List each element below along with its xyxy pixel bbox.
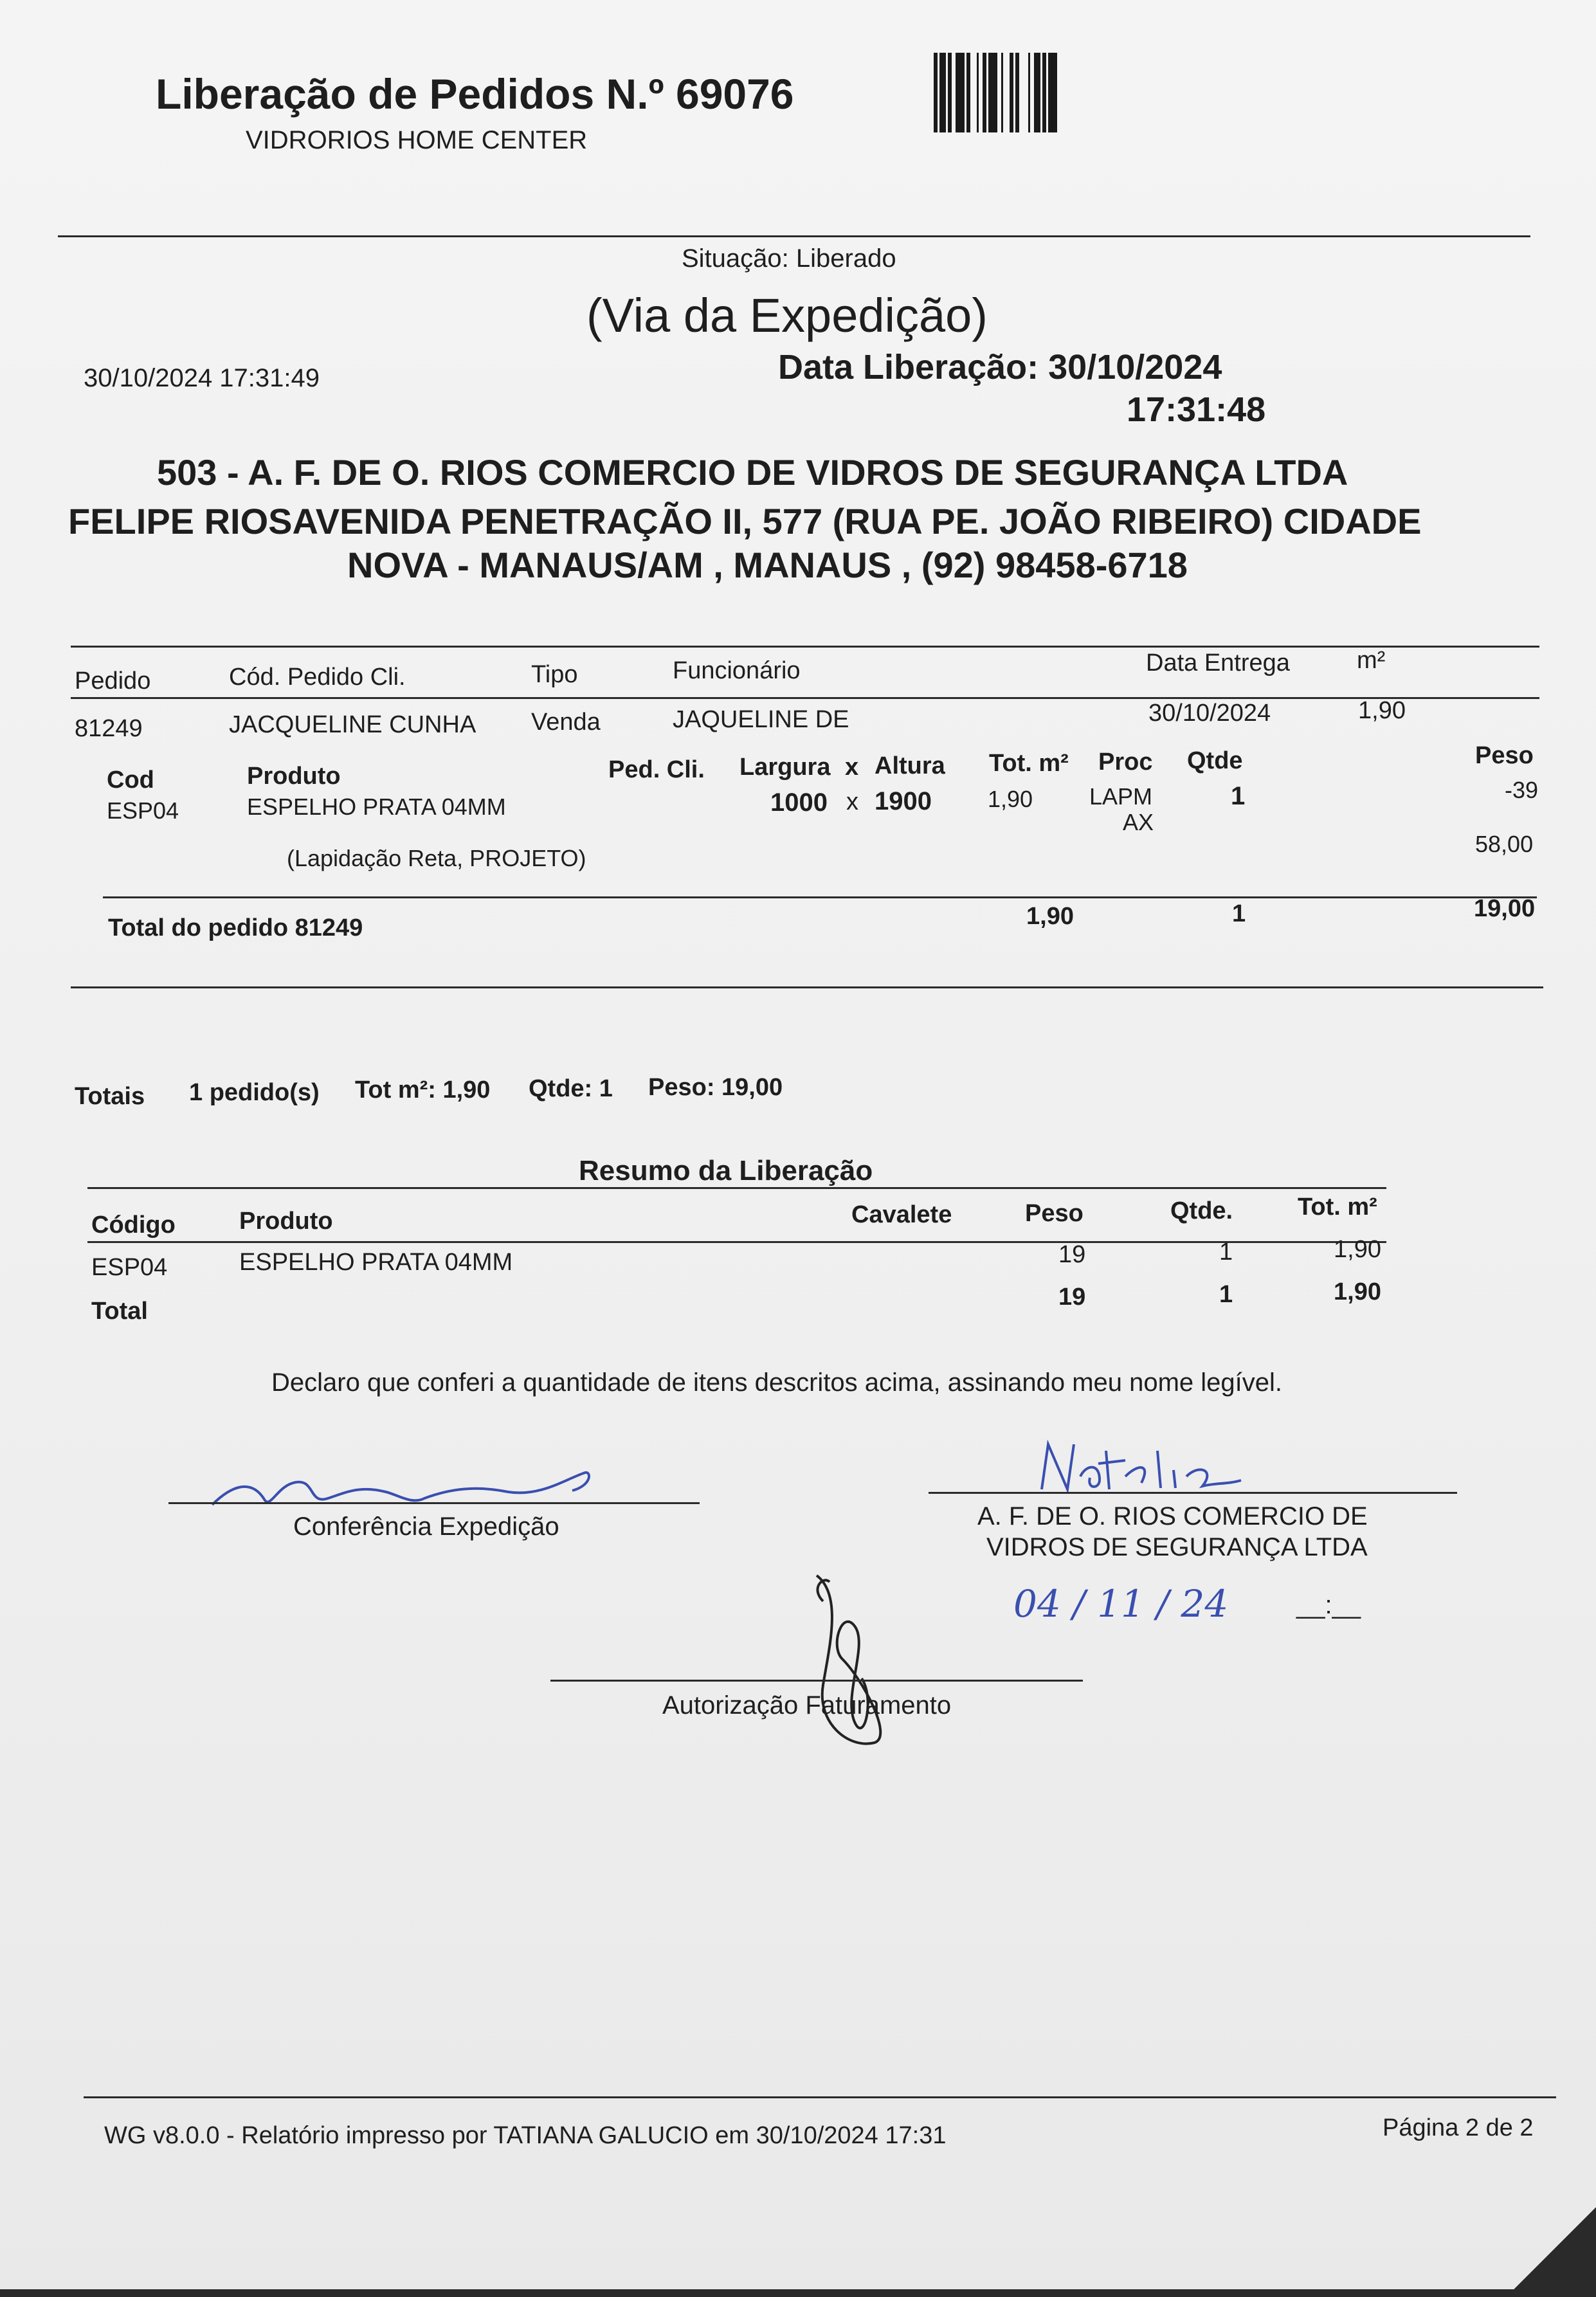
item-col-proc: Proc [1098,749,1153,776]
status-text: Situação: Liberado [682,244,896,273]
barcode-bar [1042,53,1046,132]
item-code: ESP04 [107,797,179,824]
item-proc-line-1: LAPM [1089,783,1153,810]
company-name: VIDRORIOS HOME CENTER [246,126,588,154]
item-proc-line-2: AX [1123,809,1154,835]
item-x: x [846,788,858,815]
handwritten-date: 04 / 11 / 24 [1013,1582,1229,1626]
resumo-total-tot-m2: 1,90 [1334,1278,1381,1305]
col-tipo: Tipo [531,661,578,688]
order-total-label: Total do pedido 81249 [108,914,363,941]
item-col-tot-m2: Tot. m² [989,750,1069,777]
resumo-col-produto: Produto [239,1208,333,1235]
order-table-top-rule [71,646,1539,648]
company-sign-line-1: A. F. DE O. RIOS COMERCIO DE [977,1502,1368,1530]
order-total-rule [103,896,1537,898]
conferencia-signature-line [168,1502,700,1504]
col-m2: m² [1357,647,1386,674]
resumo-title: Resumo da Liberação [579,1155,873,1186]
resumo-row-tot-m2: 1,90 [1334,1236,1381,1263]
footer-rule [84,2096,1556,2098]
item-col-peso: Peso [1475,742,1534,769]
release-date: Data Liberação: 30/10/2024 [778,348,1222,386]
order-m2: 1,90 [1358,697,1406,724]
resumo-col-peso: Peso [1025,1200,1084,1227]
resumo-row-qtde: 1 [1219,1239,1233,1266]
order-table-bottom-rule [71,986,1543,988]
client-order-code: JACQUELINE CUNHA [229,711,476,738]
time-placeholder: __:__ [1296,1591,1361,1619]
barcode-bar [966,53,970,132]
item-altura: 1900 [875,787,932,815]
order-total-m2: 1,90 [1026,903,1074,930]
col-cod-pedido-cli: Cód. Pedido Cli. [229,664,406,691]
release-time: 17:31:48 [1127,390,1266,429]
faturamento-label: Autorização Faturamento [662,1691,952,1720]
client-line-1: 503 - A. F. DE O. RIOS COMERCIO DE VIDROS DE SEGURANÇA LTDA [157,452,1348,493]
barcode-bar [1034,53,1040,132]
order-total-qtde: 1 [1232,900,1246,927]
item-col-altura: Altura [875,752,945,779]
delivery-date: 30/10/2024 [1148,700,1271,727]
page-number: Página 2 de 2 [1383,2114,1534,2141]
order-employee: JAQUELINE DE [673,706,849,733]
barcode-bar [1048,53,1057,132]
resumo-total-peso: 19 [1058,1284,1086,1311]
barcode-bar [939,53,946,132]
barcode-bar [1010,53,1013,132]
resumo-total-qtde: 1 [1219,1281,1233,1308]
resumo-row-produto: ESPELHO PRATA 04MM [239,1249,513,1276]
resumo-header-rule [87,1241,1386,1243]
company-signature [1029,1438,1247,1509]
scan-edge [0,2289,1596,2297]
col-data-entrega: Data Entrega [1146,649,1290,676]
order-total-peso: 19,00 [1474,895,1536,922]
document-title: Liberação de Pedidos N.º 69076 [156,70,794,118]
barcode-bar [983,53,986,132]
totais-pedidos: 1 pedido(s) [189,1079,320,1106]
order-type: Venda [531,709,601,736]
item-tot-m2: 1,90 [988,786,1033,812]
barcode-bar [948,53,952,132]
col-pedido: Pedido [75,667,151,695]
item-col-largura: Largura [739,754,831,781]
item-col-x: x [845,754,859,781]
resumo-top-rule [87,1187,1386,1189]
barcode-bar [1015,53,1019,132]
totais-label: Totais [75,1083,145,1110]
item-col-qtde: Qtde [1187,747,1243,774]
printed-datetime: 30/10/2024 17:31:49 [84,364,320,392]
item-product: ESPELHO PRATA 04MM [247,794,506,820]
item-col-ped-cli: Ped. Cli. [608,756,705,783]
declaration-text: Declaro que conferi a quantidade de itens descritos acima, assinando meu nome legível. [271,1368,1283,1397]
item-peso-line-1: -39 [1505,777,1539,803]
faturamento-signature-line [550,1680,1083,1682]
totais-tot-m2: Tot m²: 1,90 [355,1076,491,1103]
company-sign-line-2: VIDROS DE SEGURANÇA LTDA [986,1533,1368,1561]
footer-printed-by: WG v8.0.0 - Relatório impresso por TATIANA GALUCIO em 30/10/2024 17:31 [104,2122,947,2149]
resumo-col-qtde: Qtde. [1170,1197,1233,1224]
conferencia-label: Conferência Expedição [293,1512,559,1541]
item-largura: 1000 [770,788,828,817]
item-peso-line-2: 58,00 [1475,831,1534,857]
resumo-col-codigo: Código [91,1212,176,1239]
col-funcionario: Funcionário [673,657,801,684]
client-line-3: NOVA - MANAUS/AM , MANAUS , (92) 98458-6718 [347,545,1188,585]
via-title: (Via da Expedição) [586,289,988,342]
item-detail: (Lapidação Reta, PROJETO) [287,845,586,871]
item-qtde: 1 [1231,782,1246,810]
barcode-bar [1028,53,1030,132]
order-number: 81249 [75,715,143,742]
item-col-cod: Cod [107,767,154,794]
barcode-bar [956,53,965,132]
barcode [934,53,1190,132]
barcode-bar [1001,53,1003,132]
barcode-bar [988,53,997,132]
resumo-col-cavalete: Cavalete [851,1201,952,1228]
faturamento-signature [804,1569,907,1762]
resumo-col-tot-m2: Tot. m² [1298,1194,1377,1221]
barcode-bar [977,53,979,132]
resumo-row-peso: 19 [1058,1241,1086,1268]
resumo-row-codigo: ESP04 [91,1254,168,1281]
totais-qtde: Qtde: 1 [529,1075,613,1102]
item-col-produto: Produto [247,763,341,790]
barcode-bar [934,53,938,132]
totais-peso: Peso: 19,00 [648,1074,783,1101]
resumo-total-label: Total [91,1298,148,1325]
order-table-header-rule [71,697,1539,699]
header-divider [58,235,1530,237]
company-signature-line [929,1492,1457,1494]
folded-corner [1512,2201,1596,2297]
client-line-2: FELIPE RIOSAVENIDA PENETRAÇÃO II, 577 (RUA PE. JOÃO RIBEIRO) CIDADE [68,501,1422,541]
